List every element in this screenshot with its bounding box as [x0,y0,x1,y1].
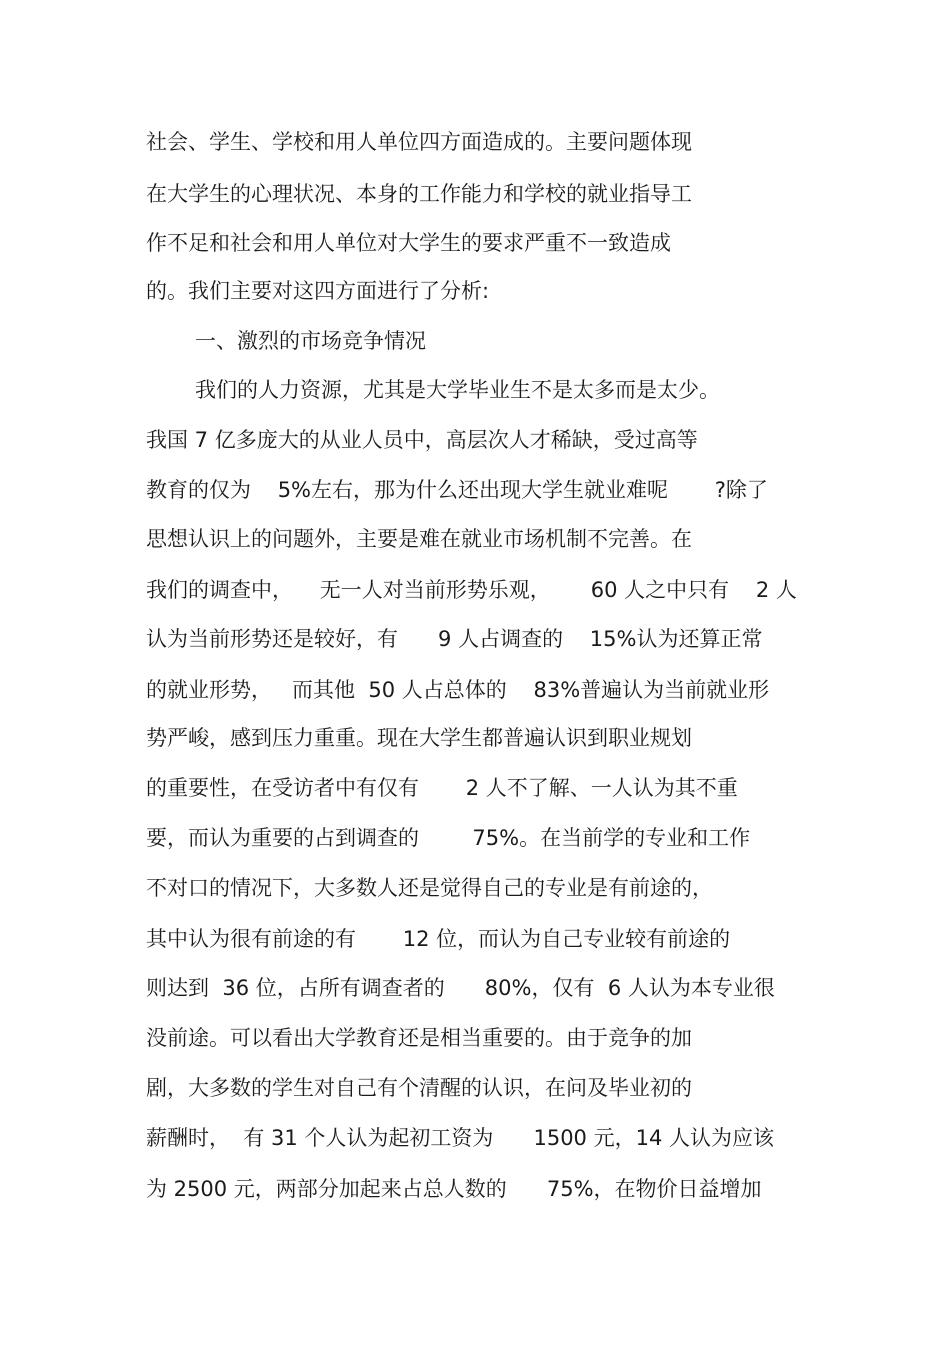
text-line: 社会、学生、学校和用人单位四方面造成的。主要问题体现 [146,130,692,154]
text-line: 认为当前形势还是较好，有 9 人占调查的 15%认为还算正常 [146,627,763,651]
text-line: 我国 7 亿多庞大的从业人员中，高层次人才稀缺，受过高等 [146,428,698,452]
text-line: 剧，大多数的学生对自己有个清醒的认识，在问及毕业初的 [146,1076,692,1100]
text-line: 则达到 36 位，占所有调查者的 80%，仅有 6 人认为本专业很 [146,976,775,1000]
text-line: 其中认为很有前途的有 12 位，而认为自己专业较有前途的 [146,927,731,951]
paragraph-first-line: 我们的人力资源，尤其是大学毕业生不是太多而是太少。 [195,378,720,402]
text-line: 没前途。可以看出大学教育还是相当重要的。由于竞争的加 [146,1026,692,1050]
text-line: 教育的仅为 5%左右，那为什么还出现大学生就业难呢 ?除了 [146,478,768,502]
text-line: 作不足和社会和用人单位对大学生的要求严重不一致造成 [146,231,671,255]
text-line: 的。我们主要对这四方面进行了分析: [146,279,490,303]
text-line: 在大学生的心理状况、本身的工作能力和学校的就业指导工 [146,182,692,206]
text-line: 思想认识上的问题外，主要是难在就业市场机制不完善。在 [146,527,692,551]
text-line: 不对口的情况下，大多数人还是觉得自己的专业是有前途的， [146,876,713,900]
text-line: 要，而认为重要的占到调查的 75%。在当前学的专业和工作 [146,826,751,850]
section-heading: 一、激烈的市场竞争情况 [195,329,426,353]
text-line: 势严峻，感到压力重重。现在大学生都普遍认识到职业规划 [146,726,692,750]
text-line: 薪酬时， 有 31 个人认为起初工资为 1500 元，14 人认为应该 [146,1126,774,1150]
text-line: 为 2500 元，两部分加起来占总人数的 75%，在物价日益增加 [146,1177,762,1201]
text-line: 的就业形势， 而其他 50 人占总体的 83%普遍认为当前就业形 [146,678,770,702]
text-line: 我们的调查中， 无一人对当前形势乐观， 60 人之中只有 2 人 [146,578,797,602]
text-line: 的重要性，在受访者中有仅有 2 人不了解、一人认为其不重 [146,776,738,800]
